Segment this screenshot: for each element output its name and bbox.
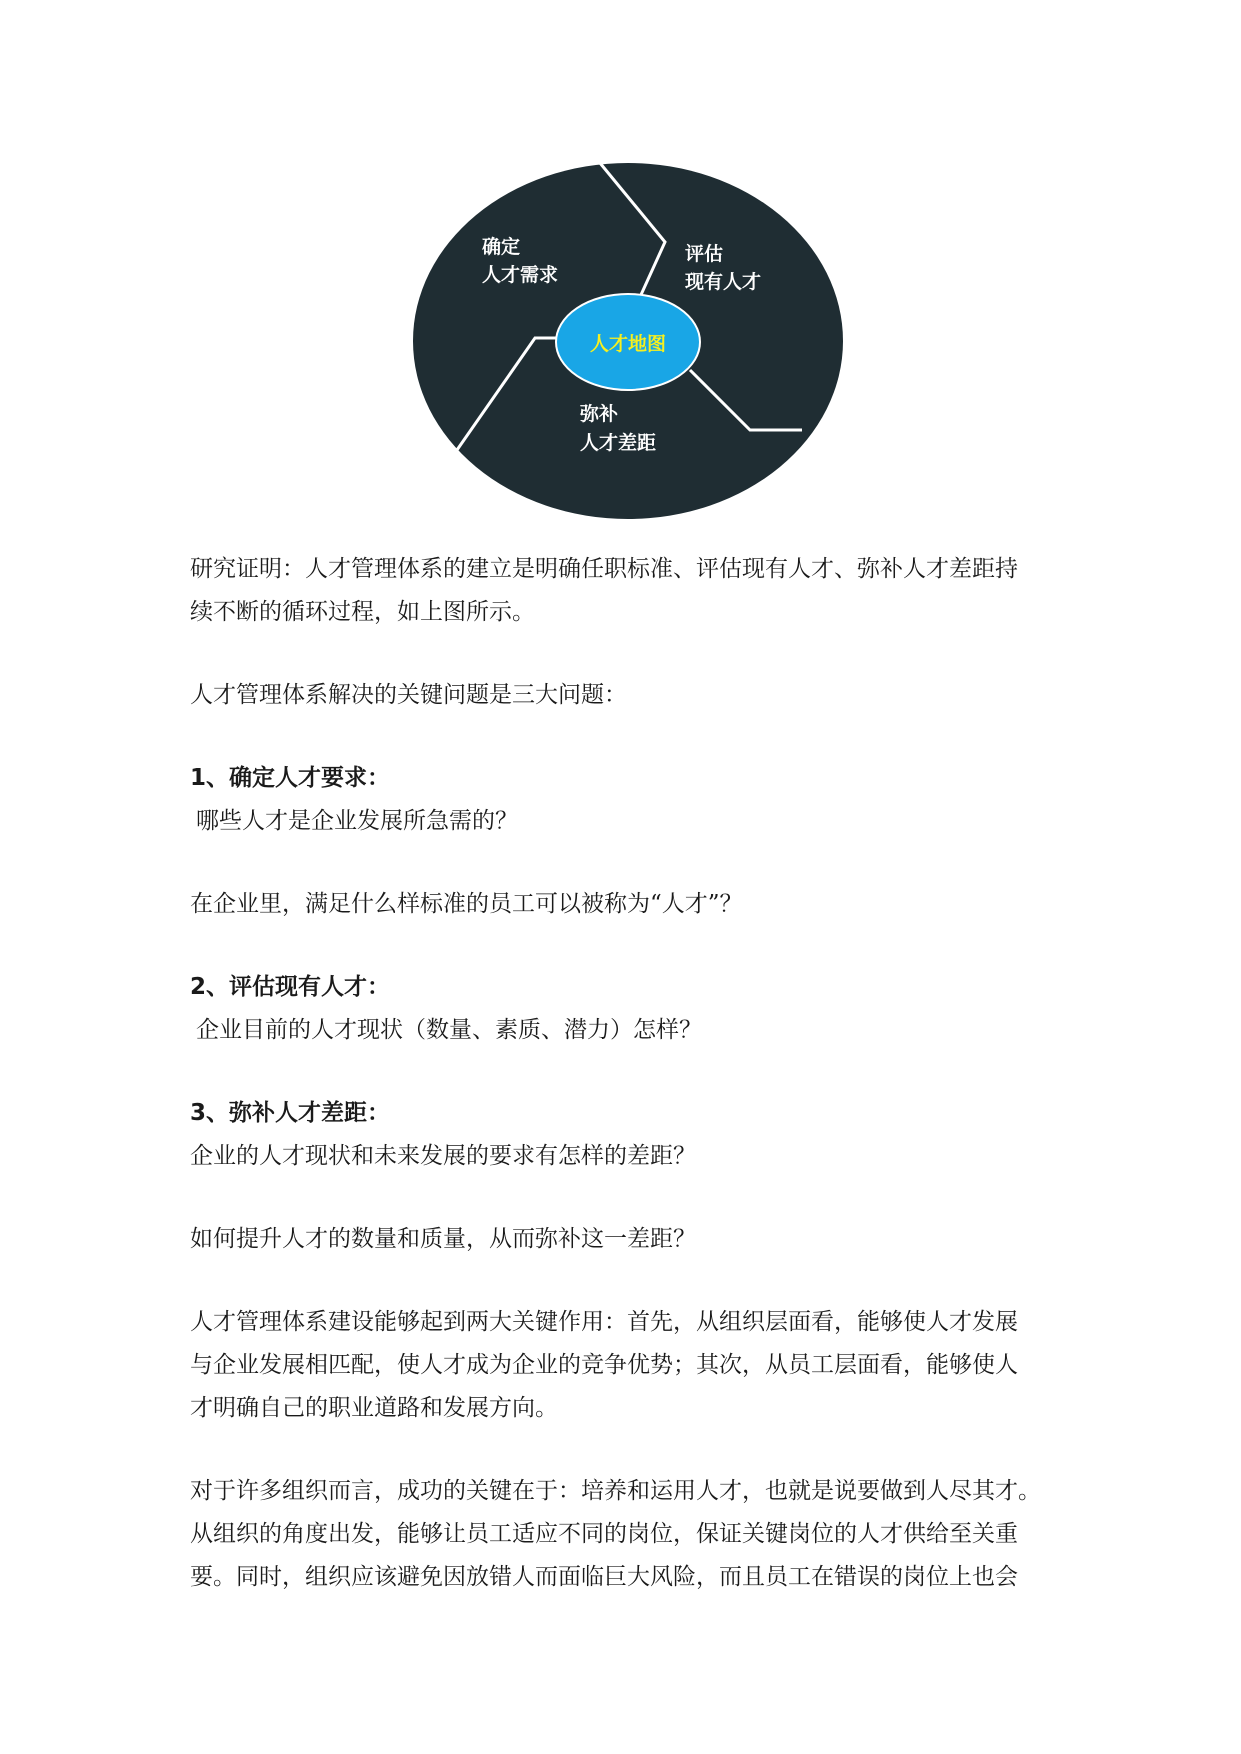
- segment-determine-line2: 人才需求: [482, 264, 559, 286]
- question-talent-standard: 在企业里，满足什么样标准的员工可以被称为“人才”？: [190, 891, 743, 917]
- question-improve: 如何提升人才的数量和质量，从而弥补这一差距？: [190, 1226, 696, 1252]
- heading-assess-talent: 2、评估现有人才：: [190, 974, 391, 1000]
- question-urgent-talent: 哪些人才是企业发展所急需的？: [196, 808, 518, 834]
- paragraph-key-questions: 人才管理体系解决的关键问题是三大问题：: [190, 682, 627, 708]
- paragraph-two-roles-line2: 与企业发展相匹配，使人才成为企业的竞争优势；其次，从员工层面看，能够使人: [190, 1352, 1018, 1378]
- document-body: [190, 548, 1090, 1599]
- segment-close-gap-line2: 人才差距: [580, 432, 657, 454]
- paragraph-success-key-line1: 对于许多组织而言，成功的关键在于：培养和运用人才，也就是说要做到人尽其才。: [190, 1478, 1041, 1504]
- heading-close-gap: 3、弥补人才差距：: [190, 1100, 391, 1126]
- center-label: 人才地图: [589, 333, 667, 355]
- segment-determine-line1: 确定: [482, 236, 521, 258]
- talent-map-diagram: [410, 160, 846, 522]
- paragraph-intro-line2: 续不断的循环过程，如上图所示。: [190, 599, 535, 625]
- paragraph-success-key-line3: 要。同时，组织应该避免因放错人而面临巨大风险，而且员工在错误的岗位上也会: [190, 1564, 1018, 1590]
- segment-assess-line1: 评估: [685, 243, 724, 265]
- segment-assess-line2: 现有人才: [685, 271, 762, 293]
- question-talent-status: 企业目前的人才现状（数量、素质、潜力）怎样？: [196, 1017, 702, 1043]
- paragraph-success-key-line2: 从组织的角度出发，能够让员工适应不同的岗位，保证关键岗位的人才供给至关重: [190, 1521, 1018, 1547]
- heading-determine-requirements: 1、确定人才要求：: [190, 765, 391, 791]
- talent-map-svg: [410, 160, 846, 522]
- segment-close-gap-line1: 弥补: [580, 403, 619, 425]
- paragraph-two-roles-line3: 才明确自己的职业道路和发展方向。: [190, 1395, 558, 1421]
- paragraph-two-roles-line1: 人才管理体系建设能够起到两大关键作用：首先，从组织层面看，能够使人才发展: [190, 1309, 1018, 1335]
- question-gap: 企业的人才现状和未来发展的要求有怎样的差距？: [190, 1143, 696, 1169]
- paragraph-intro-line1: 研究证明：人才管理体系的建立是明确任职标准、评估现有人才、弥补人才差距持: [190, 556, 1018, 582]
